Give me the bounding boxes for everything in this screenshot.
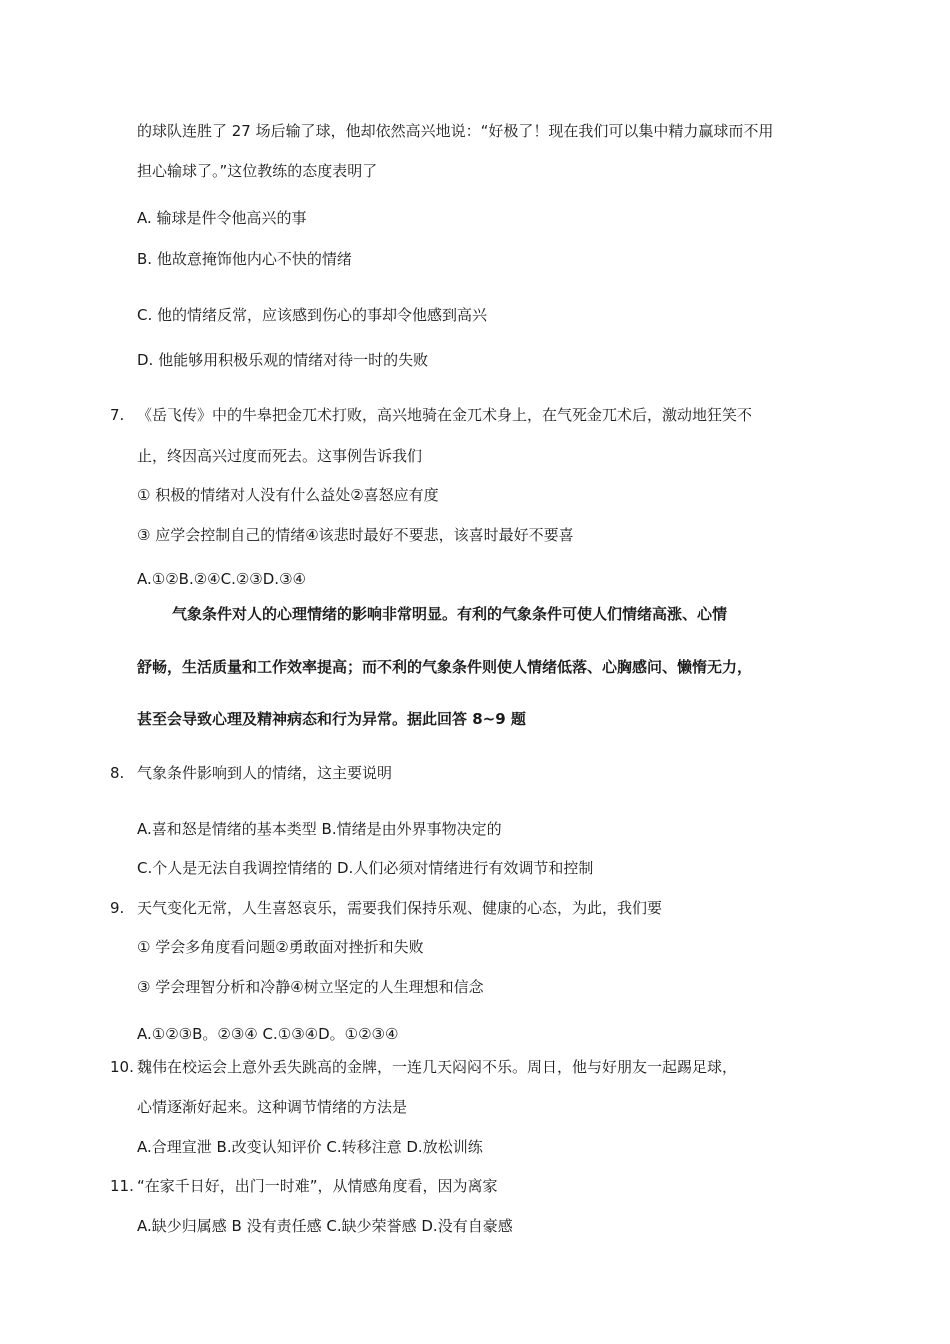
q7-stem-line-1: 《岳飞传》中的牛皋把金兀术打败，高兴地骑在金兀术身上，在气死金兀术后，激动地狂笑不 [137, 406, 753, 424]
q7-item-1: ① 积极的情绪对人没有什么益处②喜怒应有度 [137, 486, 439, 504]
q7-answer-options: A.①②B.②④C.②③D.③④ [137, 570, 306, 588]
material-line-3: 甚至会导致心理及精神病态和行为异常。据此回答 8~9 题 [137, 710, 526, 728]
q9-answer-options: A.①②③B。②③④ C.①③④D。①②③④ [137, 1025, 399, 1043]
q9-item-1: ① 学会多角度看问题②勇敢面对挫折和失败 [137, 938, 424, 956]
q11-options: A.缺少归属感 B 没有责任感 C.缺少荣誉感 D.没有自豪感 [137, 1217, 513, 1235]
q10-stem-line-1: 魏伟在校运会上意外丢失跳高的金牌，一连几天闷闷不乐。周日，他与好朋友一起踢足球， [137, 1058, 738, 1076]
q7-stem-line-2: 止，终因高兴过度而死去。这事例告诉我们 [137, 447, 423, 465]
q10-stem-line-2: 心情逐渐好起来。这种调节情绪的方法是 [137, 1098, 408, 1116]
q7-item-2: ③ 应学会控制自己的情绪④该悲时最好不要悲，该喜时最好不要喜 [137, 526, 574, 544]
q11-stem: “在家千日好，出门一时难”，从情感角度看，因为离家 [137, 1177, 498, 1195]
q6-option-b: B. 他故意掩饰他内心不快的情绪 [137, 250, 352, 268]
q6-option-d: D. 他能够用积极乐观的情绪对待一时的失败 [137, 351, 429, 369]
q8-options-line-1: A.喜和怒是情绪的基本类型 B.情绪是由外界事物决定的 [137, 820, 502, 838]
q6-option-c: C. 他的情绪反常，应该感到伤心的事却令他感到高兴 [137, 306, 488, 324]
q8-number: 8. [110, 764, 125, 782]
q9-item-2: ③ 学会理智分析和冷静④树立坚定的人生理想和信念 [137, 978, 484, 996]
q6-option-a: A. 输球是件令他高兴的事 [137, 209, 307, 227]
q6-stem-line-2: 担心输球了。”这位教练的态度表明了 [137, 162, 378, 180]
q8-options-line-2: C.个人是无法自我调控情绪的 D.人们必须对情绪进行有效调节和控制 [137, 859, 594, 877]
q6-stem-line-1: 的球队连胜了 27 场后输了球，他却依然高兴地说：“好极了！现在我们可以集中精力赢球而不用 [137, 122, 774, 140]
q9-stem: 天气变化无常，人生喜怒哀乐，需要我们保持乐观、健康的心态，为此，我们要 [137, 899, 663, 917]
q9-number: 9. [110, 899, 125, 917]
q10-options: A.合理宣泄 B.改变认知评价 C.转移注意 D.放松训练 [137, 1138, 483, 1156]
material-line-1: 气象条件对人的心理情绪的影响非常明显。有利的气象条件可使人们情绪高涨、心情 [172, 605, 728, 623]
q8-stem: 气象条件影响到人的情绪，这主要说明 [137, 764, 393, 782]
q11-number: 11. [110, 1177, 134, 1195]
material-line-2: 舒畅，生活质量和工作效率提高；而不利的气象条件则使人情绪低落、心胸感问、懒惰无力， [137, 658, 753, 676]
q7-number: 7. [110, 406, 125, 424]
q10-number: 10. [110, 1058, 134, 1076]
